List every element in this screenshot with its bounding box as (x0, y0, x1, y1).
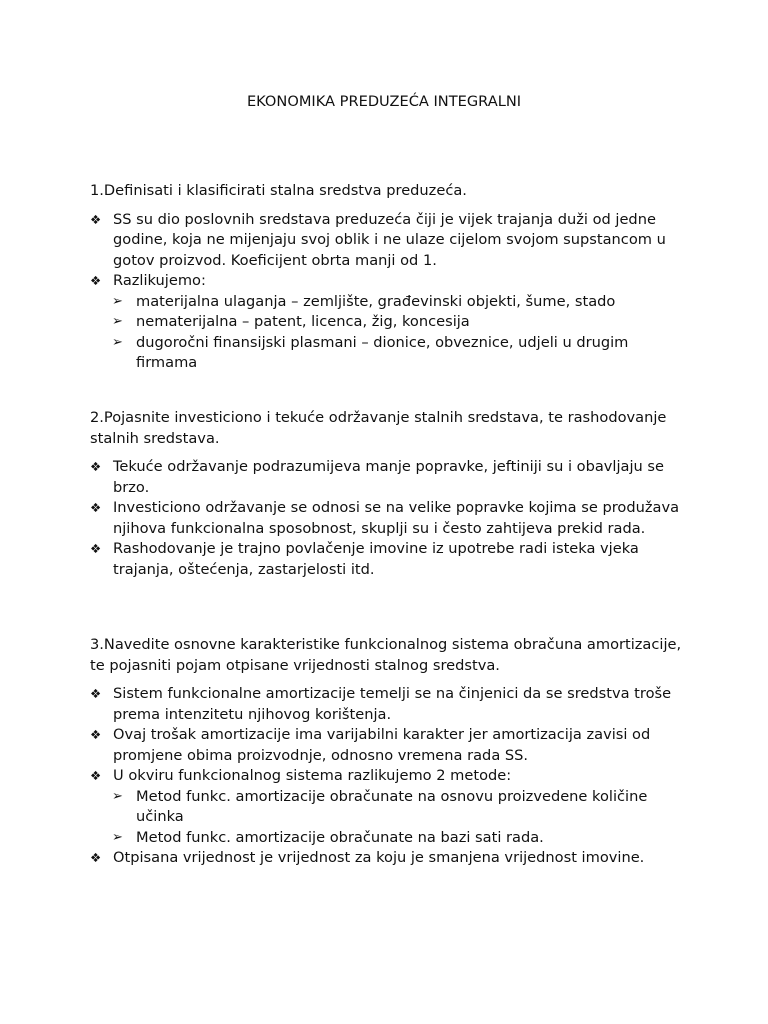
arrowhead-bullet-icon: ➢ (112, 334, 123, 350)
section-heading: 1.Definisati i klasificirati stalna sredstva preduzeća. (90, 182, 467, 199)
sub-list-item (90, 292, 690, 313)
list-item-text: Tekuće održavanje podrazumijeva manje popravke, jeftiniji su i obavljaju se brzo. (113, 458, 665, 496)
list-item-text: Razlikujemo: (113, 272, 206, 289)
sub-list-item (90, 828, 690, 849)
arrowhead-bullet-icon: ➢ (112, 314, 123, 329)
sub-list-item (90, 787, 690, 828)
list-item (90, 725, 690, 766)
list-item-text: Ovaj trošak amortizacije ima varijabilni karakter jer amortizacija zavisi od promjene obima proizvodnje, odnosno vremena rada SS. (113, 726, 651, 764)
section-2 (90, 408, 690, 580)
document-title: EKONOMIKA PREDUZEĆA INTEGRALNI (246, 93, 522, 110)
sub-list-item-text: Metod funkc. amortizacije obračunate na bazi sati rada. (136, 828, 544, 846)
arrowhead-bullet-icon: ➢ (112, 788, 123, 804)
diamond-bullet-icon: ❖ (90, 541, 102, 556)
arrowhead-bullet-icon: ➢ (112, 293, 123, 309)
list-item-text: SS su dio poslovnih sredstava preduzeća čiji je vijek trajanja duži od jedne godine, koja ne mijenjaju svoj oblik i ne ulaze cijelom svojom supstancom u gotov proizvod. Koeficijent obrta manji od 1. (113, 210, 666, 269)
list-item (90, 684, 690, 725)
list-item (90, 848, 690, 869)
sub-list-item (90, 312, 690, 333)
list-item (90, 271, 690, 292)
arrowhead-bullet-icon: ➢ (112, 829, 123, 845)
sub-list-item (90, 333, 690, 374)
diamond-bullet-icon: ❖ (90, 500, 102, 515)
diamond-bullet-icon: ❖ (90, 686, 102, 701)
sub-list-item-text: materijalna ulaganja – zemljište, građevinski objekti, šume, stado (136, 292, 616, 310)
list-item (90, 539, 690, 580)
list-item-text: Sistem funkcionalne amortizacije temelji se na činjenici da se sredstva troše prema intenzitetu njihovog korištenja. (113, 685, 672, 723)
section-heading: 2.Pojasnite investiciono i tekuće održavanje stalnih sredstava, te rashodovanje stalnih sredstava. (90, 409, 667, 447)
list-item-text: Rashodovanje je trajno povlačenje imovine iz upotrebe radi isteka vjeka trajanja, oštećenja, zastarjelosti itd. (113, 540, 639, 578)
list-item-text: Investiciono održavanje se odnosi se na velike popravke kojima se produžava njihova funkcionalna sposobnost, skuplji su i često zahtijeva prekid rada. (113, 499, 680, 537)
diamond-bullet-icon: ❖ (90, 273, 102, 288)
list-item (90, 498, 690, 539)
diamond-bullet-icon: ❖ (90, 459, 102, 474)
list-item (90, 766, 690, 787)
diamond-bullet-icon: ❖ (90, 850, 102, 865)
list-item (90, 457, 690, 498)
section-3 (90, 635, 690, 869)
diamond-bullet-icon: ❖ (90, 211, 102, 227)
list-item-text: U okviru funkcionalnog sistema razlikujemo 2 metode: (113, 767, 512, 784)
diamond-bullet-icon: ❖ (90, 768, 102, 783)
sub-list-item-text: nematerijalna – patent, licenca, žig, koncesija (136, 313, 470, 330)
section-1 (90, 181, 690, 374)
section-heading: 3.Navedite osnovne karakteristike funkcionalnog sistema obračuna amortizacije, te pojasniti pojam otpisane vrijednosti stalnog sredstva. (90, 636, 682, 674)
list-item (90, 210, 690, 272)
list-item-text: Otpisana vrijednost je vrijednost za koju je smanjena vrijednost imovine. (113, 849, 645, 866)
sub-list-item-text: Metod funkc. amortizacije obračunate na osnovu proizvedene količine učinka (136, 787, 648, 825)
diamond-bullet-icon: ❖ (90, 727, 102, 742)
sub-list-item-text: dugoročni finansijski plasmani – dionice, obveznice, udjeli u drugim firmama (136, 333, 629, 371)
